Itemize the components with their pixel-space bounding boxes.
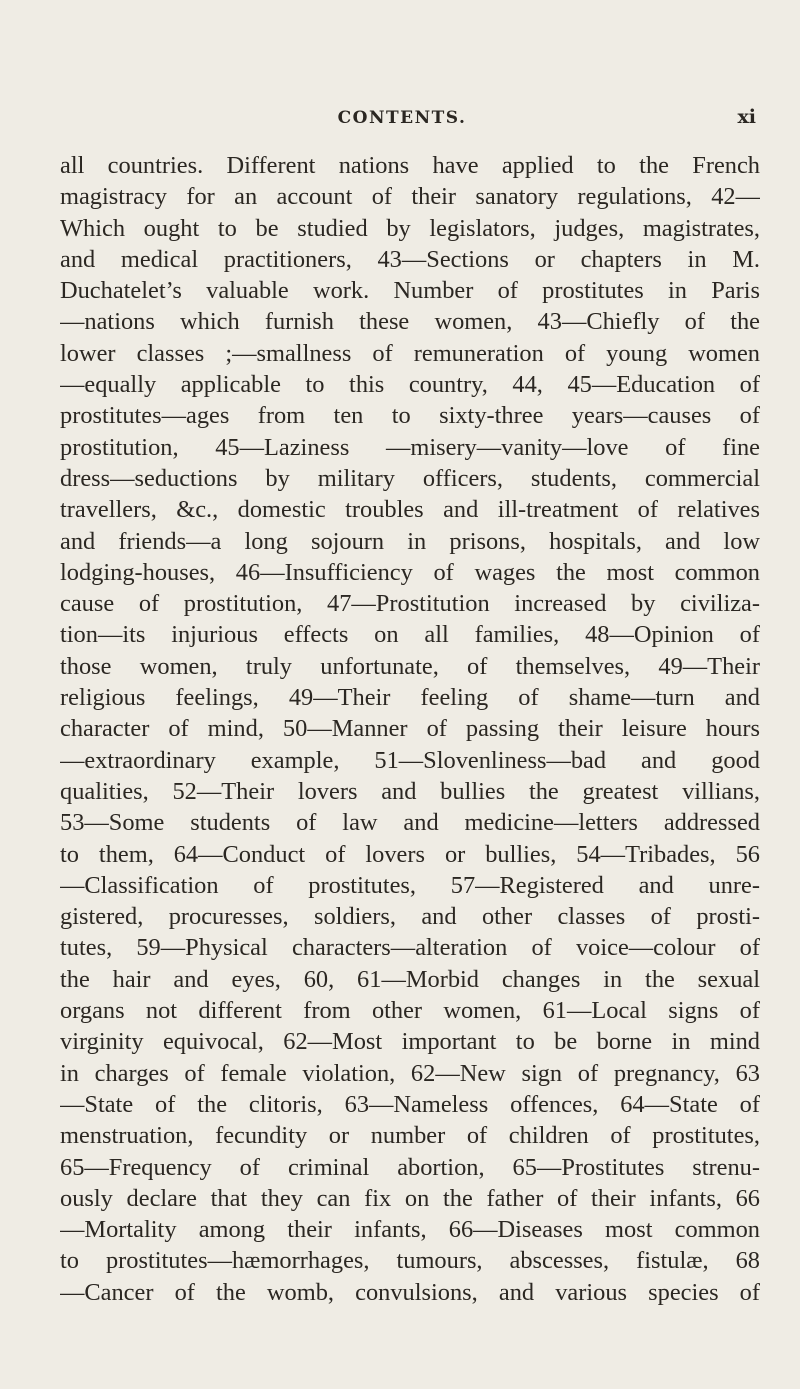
text-line: —extraordinary example, 51—Slovenliness—bad and good xyxy=(60,746,760,774)
text-line: —Mortality among their infants, 66—Diseases most common xyxy=(60,1216,760,1244)
text-line: Duchatelet’s valuable work. Number of prostitutes in Paris xyxy=(60,277,760,305)
text-line: to prostitutes—hæmorrhages, tumours, abscesses, fistulæ, 68 xyxy=(60,1247,760,1275)
text-line: tutes, 59—Physical characters—alteration of voice—colour of xyxy=(60,934,760,962)
text-line: menstruation, fecundity or number of children of prostitutes, xyxy=(60,1122,760,1150)
text-line: —Cancer of the womb, convulsions, and various species of xyxy=(60,1278,760,1306)
text-line: prostitutes—ages from ten to sixty-three years—causes of xyxy=(60,402,760,430)
text-line: Which ought to be studied by legislators, judges, magistrates, xyxy=(60,214,760,242)
text-line: and friends—a long sojourn in prisons, hospitals, and low xyxy=(60,527,760,555)
text-line: —equally applicable to this country, 44, 45—Education of xyxy=(60,371,760,399)
running-head-title: CONTENTS. xyxy=(337,108,467,128)
text-line: travellers, &c., domestic troubles and ill-treatment of relatives xyxy=(60,496,760,524)
text-line: all countries. Different nations have applied to the French xyxy=(60,152,760,179)
running-head xyxy=(62,106,756,136)
text-line: lodging-houses, 46—Insufficiency of wages the most common xyxy=(60,558,760,586)
text-line: character of mind, 50—Manner of passing their leisure hours xyxy=(60,715,760,743)
text-line: magistracy for an account of their sanatory regulations, 42— xyxy=(60,183,760,211)
text-line: cause of prostitution, 47—Prostitution increased by civiliza- xyxy=(60,590,760,618)
text-line: 53—Some students of law and medicine—letters addressed xyxy=(60,809,760,837)
text-line: —Classification of prostitutes, 57—Registered and unre- xyxy=(60,871,760,899)
text-line: lower classes ;—smallness of remuneration of young women xyxy=(60,339,760,367)
contents-paragraph xyxy=(60,150,760,1308)
text-line: in charges of female violation, 62—New sign of pregnancy, 63 xyxy=(60,1059,760,1087)
text-line: those women, truly unfortunate, of themselves, 49—Their xyxy=(60,652,760,680)
page-number: xi xyxy=(737,106,756,128)
text-line: organs not different from other women, 61—Local signs of xyxy=(60,997,760,1025)
text-line: to them, 64—Conduct of lovers or bullies, 54—Tribades, 56 xyxy=(60,840,760,868)
text-line: religious feelings, 49—Their feeling of shame—turn and xyxy=(60,684,760,712)
text-line: qualities, 52—Their lovers and bullies the greatest villians, xyxy=(60,777,760,805)
text-line: the hair and eyes, 60, 61—Morbid changes in the sexual xyxy=(60,965,760,993)
text-line: dress—seductions by military officers, students, commercial xyxy=(60,464,760,492)
text-line: ously declare that they can fix on the father of their infants, 66 xyxy=(60,1184,760,1212)
text-line: 65—Frequency of criminal abortion, 65—Prostitutes strenu- xyxy=(60,1153,760,1181)
text-line: and medical practitioners, 43—Sections or chapters in M. xyxy=(60,245,760,273)
text-line: gistered, procuresses, soldiers, and other classes of prosti- xyxy=(60,903,760,931)
text-line: —State of the clitoris, 63—Nameless offences, 64—State of xyxy=(60,1090,760,1118)
text-line: tion—its injurious effects on all families, 48—Opinion of xyxy=(60,621,760,649)
text-line: prostitution, 45—Laziness —misery—vanity—love of fine xyxy=(60,433,760,461)
text-line: —nations which furnish these women, 43—Chiefly of the xyxy=(60,308,760,336)
text-line: virginity equivocal, 62—Most important to be borne in mind xyxy=(60,1028,760,1056)
